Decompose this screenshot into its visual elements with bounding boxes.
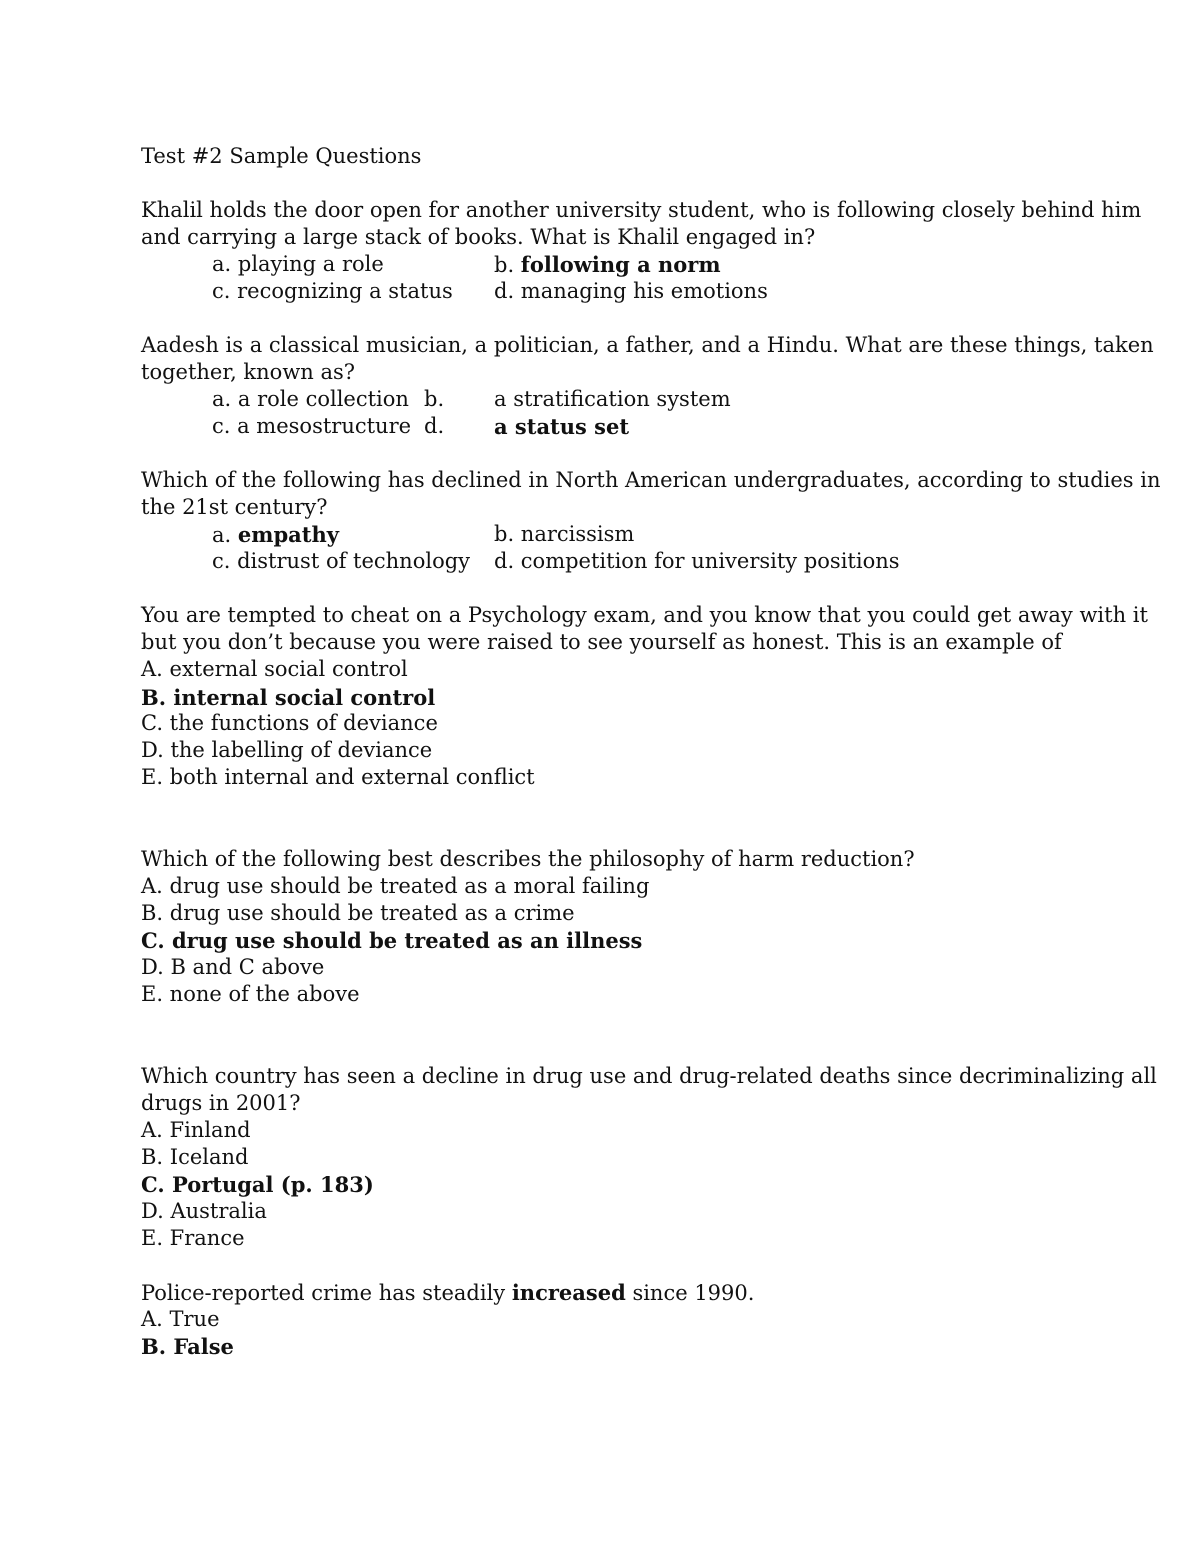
q1-option-b-prefix: b. (494, 253, 521, 277)
q4-stem-line-2: but you don’t because you were raised to see yourself as honest. This is an example of (141, 630, 1062, 654)
q4-option-c: C. the functions of deviance (141, 711, 438, 735)
q6-option-e: E. France (141, 1226, 245, 1250)
q6-correct-answer (141, 1171, 374, 1199)
q3-correct-answer: empathy (237, 522, 339, 547)
q5-correct-answer (141, 927, 642, 955)
page-title: Test #2 Sample Questions (141, 144, 422, 168)
q2-stem-line-1: Aadesh is a classical musician, a politician, a father, and a Hindu. What are these things, taken (141, 333, 1154, 357)
q7-correct-answer (141, 1333, 234, 1361)
q2-stem-line-2: together, known as? (141, 360, 356, 384)
q4-option-b: B. internal social control (141, 685, 436, 710)
q6-option-b: B. Iceland (141, 1145, 249, 1169)
q2-option-b: a stratification system (494, 387, 731, 411)
q4-option-a: A. external social control (141, 657, 408, 681)
q7-stem-keyword: increased (511, 1280, 626, 1305)
q6-stem-line-2: drugs in 2001? (141, 1091, 301, 1115)
q3-stem-line-1: Which of the following has declined in North American undergraduates, according to studies in (141, 468, 1161, 492)
q3-stem-line-2: the 21st century? (141, 495, 328, 519)
q7-stem-before: Police-reported crime has steadily (141, 1281, 512, 1305)
q2-option-b-letter: b. (424, 387, 445, 411)
q2-option-d: a status set (494, 414, 630, 439)
q6-option-d: D. Australia (141, 1199, 267, 1223)
q4-option-d: D. the labelling of deviance (141, 738, 433, 762)
q3-option-c: c. distrust of technology (212, 549, 471, 573)
q6-option-a: A. Finland (141, 1118, 251, 1142)
q6-option-c: C. Portugal (p. 183) (141, 1172, 374, 1197)
q5-option-b: B. drug use should be treated as a crime (141, 901, 575, 925)
q5-option-d: D. B and C above (141, 955, 325, 979)
q6-stem-line-1: Which country has seen a decline in drug use and drug-related deaths since decriminalizing all (141, 1064, 1157, 1088)
q5-option-a: A. drug use should be treated as a moral failing (141, 874, 650, 898)
q1-option-d: d. managing his emotions (494, 279, 768, 303)
q7-option-b: B. False (141, 1334, 234, 1359)
q3-option-a (212, 521, 339, 549)
q2-option-a: a. a role collection (212, 387, 409, 411)
q2-option-c: c. a mesostructure (212, 414, 412, 438)
q7-stem (141, 1279, 754, 1307)
q5-option-c: C. drug use should be treated as an illness (141, 928, 643, 953)
q7-stem-after: since 1990. (625, 1281, 755, 1305)
q2-option-d-letter: d. (424, 414, 445, 438)
q1-stem-line-1: Khalil holds the door open for another university student, who is following closely behind him (141, 198, 1142, 222)
q5-stem-line-1: Which of the following best describes the philosophy of harm reduction? (141, 847, 915, 871)
q3-option-a-prefix: a. (212, 523, 238, 547)
q4-option-e: E. both internal and external conflict (141, 765, 535, 789)
q2-correct-answer (494, 413, 629, 441)
q1-option-a: a. playing a role (212, 252, 384, 276)
q4-correct-answer (141, 684, 435, 712)
q1-option-b (494, 251, 721, 279)
q7-option-a: A. True (141, 1307, 220, 1331)
q3-option-d: d. competition for university positions (494, 549, 900, 573)
q1-option-c: c. recognizing a status (212, 279, 453, 303)
q1-correct-answer: following a norm (520, 252, 721, 277)
q5-option-e: E. none of the above (141, 982, 360, 1006)
q4-stem-line-1: You are tempted to cheat on a Psychology exam, and you know that you could get away with it (141, 603, 1148, 627)
q1-stem-line-2: and carrying a large stack of books. What is Khalil engaged in? (141, 225, 816, 249)
q3-option-b: b. narcissism (494, 522, 635, 546)
